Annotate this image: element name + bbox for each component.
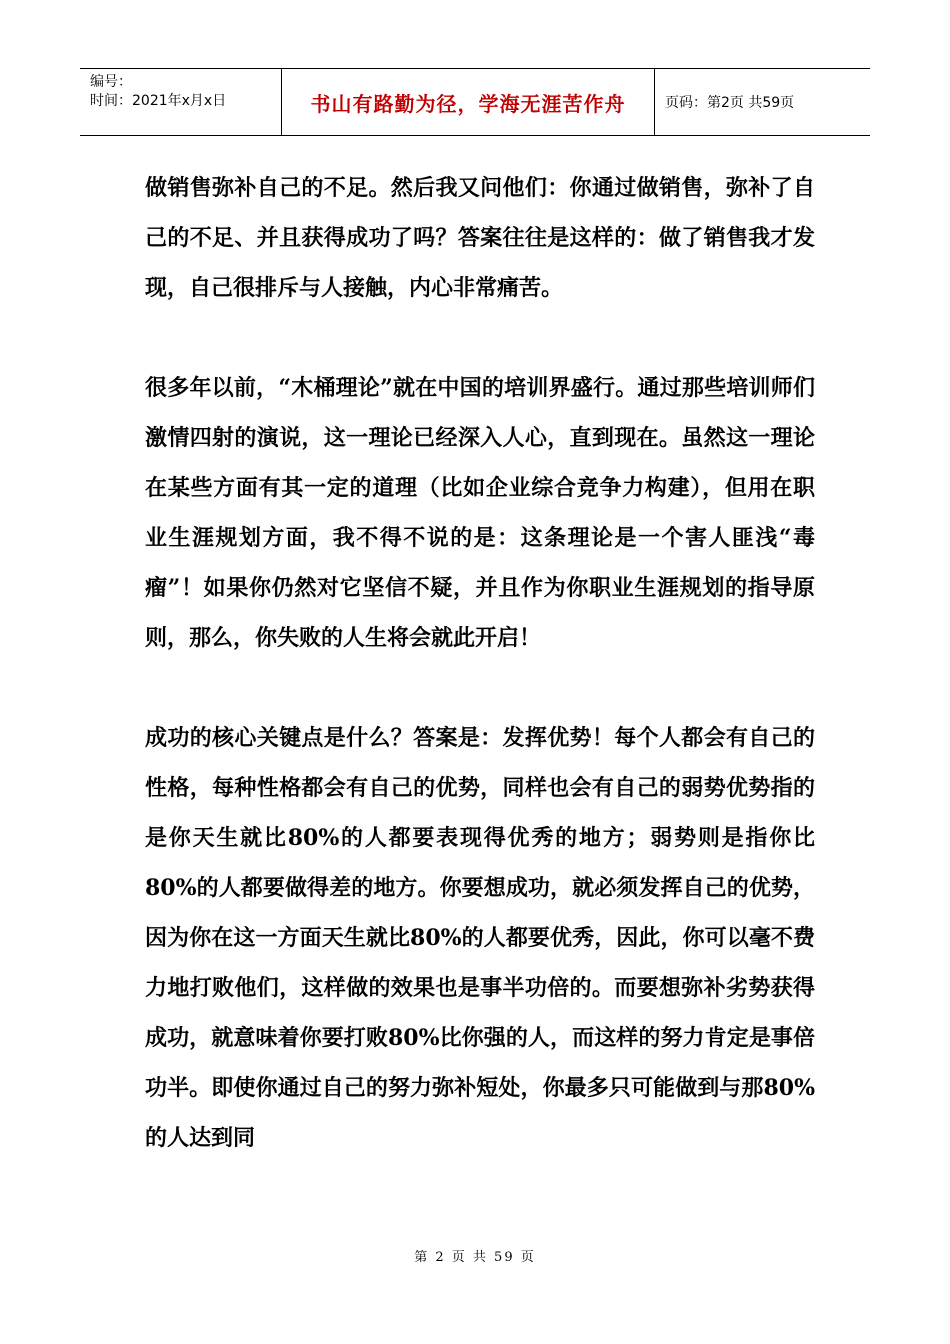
header-page-info: 页码：第2页 共59页: [665, 95, 795, 111]
page-footer: 第 2 页 共 59 页: [414, 1250, 536, 1265]
header-meta-cell: [80, 69, 282, 135]
page-header: [80, 68, 870, 136]
body-paragraph-1: 做销售弥补自己的不足。然后我又问他们：你通过做销售，弥补了自己的不足、并且获得成功了吗？答案往往是这样的：做了销售我才发现，自己很排斥与人接触，内心非常痛苦。: [145, 175, 815, 301]
header-motto: 书山有路勤为径，学海无涯苦作舟: [310, 91, 626, 116]
header-page-cell: [655, 69, 870, 135]
body-paragraph-3: 成功的核心关键点是什么？答案是：发挥优势！每个人都会有自己的性格，每种性格都会有自己的优势，同样也会有自己的弱势优势指的是你天生就比80%的人都要表现得优秀的地方；弱势则是指你比80%的人都要做得差的地方。你要想成功，就必须发挥自己的优势，因为你在这一方面天生就比80%的人都要优秀，因此，你可以毫不费力地打败他们，这样做的效果也是事半功倍的。而要想弥补劣势获得成功，就意味着你要打败80%比你强的人，而这样的努力肯定是事倍功半。即使你通过自己的努力弥补短处，你最多只可能做到与那80%的人达到同: [145, 725, 815, 1151]
header-motto-cell: [282, 69, 655, 135]
document-time-label: 时间：2021年x月x日: [90, 93, 227, 109]
document-body: [145, 163, 815, 1163]
document-number-label: 编号：: [90, 74, 132, 90]
body-paragraph-2: 很多年以前，“木桶理论”就在中国的培训界盛行。通过那些培训师们激情四射的演说，这一理论已经深入人心，直到现在。虽然这一理论在某些方面有其一定的道理（比如企业综合竞争力构建），但用在职业生涯规划方面，我不得不说的是：这条理论是一个害人匪浅“毒瘤”！如果你仍然对它坚信不疑，并且作为你职业生涯规划的指导原则，那么，你失败的人生将会就此开启！: [145, 375, 815, 651]
